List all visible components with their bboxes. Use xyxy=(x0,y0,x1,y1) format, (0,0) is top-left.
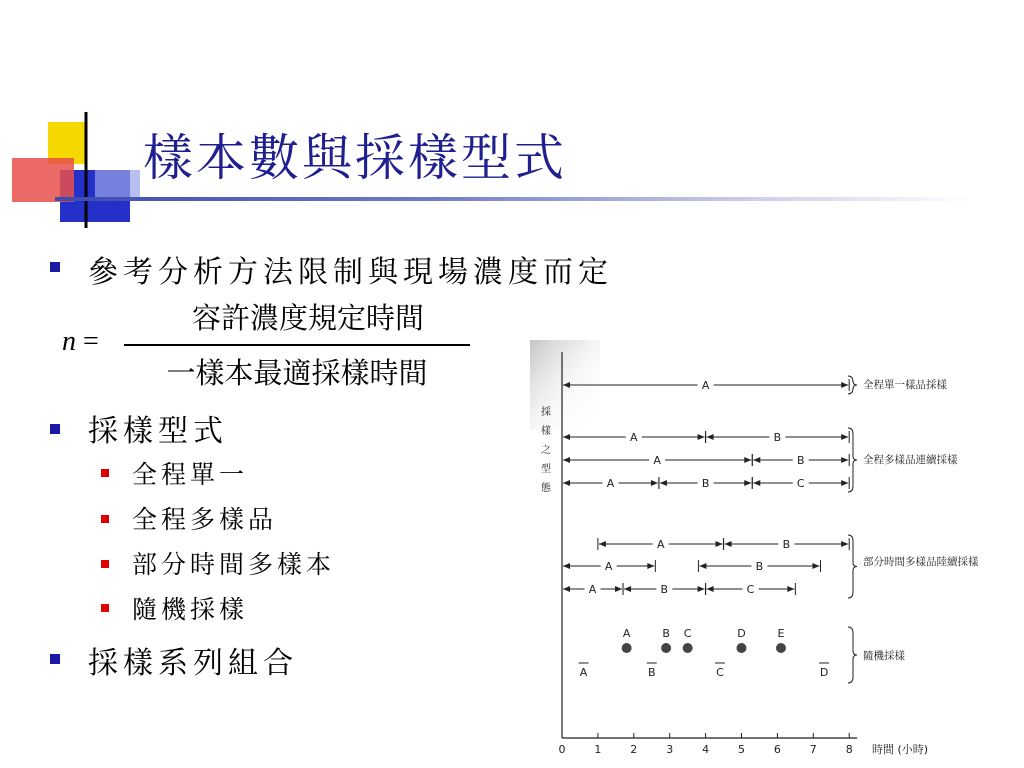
random-sample-point xyxy=(737,643,747,653)
y-axis-label-char: 態 xyxy=(541,483,551,494)
bullet-marker xyxy=(50,262,60,272)
deco-red-square xyxy=(12,158,74,202)
segment-arrow-right xyxy=(744,457,751,463)
segment-arrow-right xyxy=(651,480,658,486)
segment-arrow-right xyxy=(647,563,654,569)
segment-label: B xyxy=(796,454,805,467)
segment-arrow-right xyxy=(787,586,794,592)
random-sample-label: C xyxy=(683,627,692,640)
sample-count-formula xyxy=(62,296,482,396)
slide-title: 樣本數與採樣型式 xyxy=(143,129,567,187)
group-label: 全程多樣品連續採樣 xyxy=(863,454,958,466)
segment-label: C xyxy=(746,583,755,596)
segment-arrow-right xyxy=(812,563,819,569)
segment-label: A xyxy=(604,560,613,573)
segment-label: A xyxy=(606,477,615,490)
bullet-marker xyxy=(50,654,60,664)
overbar-label: D xyxy=(819,666,829,679)
x-tick-label: 7 xyxy=(809,743,817,756)
sub-bullet-text: 全程多樣品 xyxy=(132,505,278,534)
deco-blue-highlight xyxy=(95,170,140,200)
segment-arrow-left xyxy=(599,541,606,547)
overbar-label: C xyxy=(716,666,724,679)
random-sample-label: A xyxy=(622,627,631,640)
segment-label: B xyxy=(782,538,791,551)
segment-arrow-left xyxy=(563,563,570,569)
random-sample-label: B xyxy=(662,627,670,640)
sub-bullet-marker xyxy=(101,515,109,523)
overbar-label: A xyxy=(579,666,588,679)
segment-arrow-right xyxy=(841,480,848,486)
segment-label: B xyxy=(755,560,764,573)
title-underline xyxy=(55,197,975,201)
y-axis-label-char: 樣 xyxy=(541,426,551,437)
group-label: 隨機採樣 xyxy=(863,650,905,662)
title-decoration xyxy=(0,0,140,230)
sub-bullet-marker xyxy=(101,560,109,568)
segment-arrow-right xyxy=(841,382,848,388)
sub-bullet-text: 隨機採樣 xyxy=(132,595,249,624)
segment-arrow-left xyxy=(563,480,570,486)
x-tick-label: 8 xyxy=(845,743,853,756)
segment-arrow-right xyxy=(698,434,705,440)
segment-label: A xyxy=(588,583,597,596)
segment-arrow-right xyxy=(841,457,848,463)
segment-arrow-right xyxy=(841,434,848,440)
segment-arrow-left xyxy=(563,434,570,440)
group-label: 部分時間多樣品陸續採樣 xyxy=(863,556,979,568)
x-tick-label: 2 xyxy=(630,743,638,756)
sampling-pattern-diagram xyxy=(530,340,1024,768)
bullet-text: 參考分析方法限制與現場濃度而定 xyxy=(88,255,613,290)
segment-label: B xyxy=(660,583,669,596)
random-sample-point xyxy=(683,643,693,653)
formula-fraction-bar xyxy=(124,344,470,346)
random-sample-point xyxy=(661,643,671,653)
segment-arrow-left xyxy=(660,480,667,486)
sub-bullet-marker xyxy=(101,469,109,477)
random-sample-point xyxy=(776,643,786,653)
sub-bullet-marker xyxy=(101,604,109,612)
segment-arrow-left xyxy=(753,457,760,463)
group-label: 全程單一樣品採樣 xyxy=(863,379,947,391)
segment-arrow-left xyxy=(725,541,732,547)
segment-label: B xyxy=(773,431,782,444)
formula-variable: n xyxy=(62,326,76,357)
segment-label: A xyxy=(656,538,665,551)
segment-arrow-left xyxy=(753,480,760,486)
formula-lhs xyxy=(62,326,99,358)
segment-arrow-left xyxy=(707,586,714,592)
bullet-marker xyxy=(50,424,60,434)
segment-arrow-left xyxy=(624,586,631,592)
segment-label: C xyxy=(796,477,805,490)
x-tick-label: 1 xyxy=(594,743,602,756)
segment-label: A xyxy=(653,454,661,467)
y-axis-label-char: 型 xyxy=(541,464,551,475)
formula-equals: = xyxy=(76,326,99,357)
x-tick-label: 6 xyxy=(773,743,781,756)
segment-arrow-left xyxy=(563,457,570,463)
segment-arrow-right xyxy=(744,480,751,486)
x-tick-label: 4 xyxy=(702,743,710,756)
bullet-text: 採樣型式 xyxy=(88,414,228,449)
formula-denominator: 一樣本最適採樣時間 xyxy=(166,356,428,390)
random-sample-point xyxy=(622,643,632,653)
random-sample-label: E xyxy=(777,627,785,640)
sub-bullet-text: 部分時間多樣本 xyxy=(132,550,336,579)
x-tick-label: 5 xyxy=(738,743,745,756)
segment-arrow-left xyxy=(699,563,706,569)
x-tick-label: 0 xyxy=(558,743,566,756)
group-brace xyxy=(848,627,857,683)
segment-arrow-right xyxy=(841,541,848,547)
y-axis-label-char: 採 xyxy=(541,407,551,418)
segment-label: A xyxy=(630,431,638,444)
x-tick-label: 3 xyxy=(666,743,674,756)
y-axis-label-char: 之 xyxy=(541,445,551,456)
bullet-text: 採樣系列組合 xyxy=(88,646,298,681)
overbar-label: B xyxy=(647,666,656,679)
segment-label: A xyxy=(701,379,710,392)
segment-arrow-left xyxy=(707,434,714,440)
segment-label: B xyxy=(701,477,710,490)
segment-arrow-right xyxy=(615,586,622,592)
segment-arrow-left xyxy=(563,586,570,592)
formula-numerator: 容許濃度規定時間 xyxy=(191,301,424,335)
random-sample-label: D xyxy=(737,627,746,640)
deco-yellow-square xyxy=(48,122,86,164)
segment-arrow-right xyxy=(698,586,705,592)
x-axis-label: 時間 (小時) xyxy=(872,743,929,756)
sub-bullet-text: 全程單一 xyxy=(132,460,249,489)
segment-arrow-right xyxy=(716,541,723,547)
